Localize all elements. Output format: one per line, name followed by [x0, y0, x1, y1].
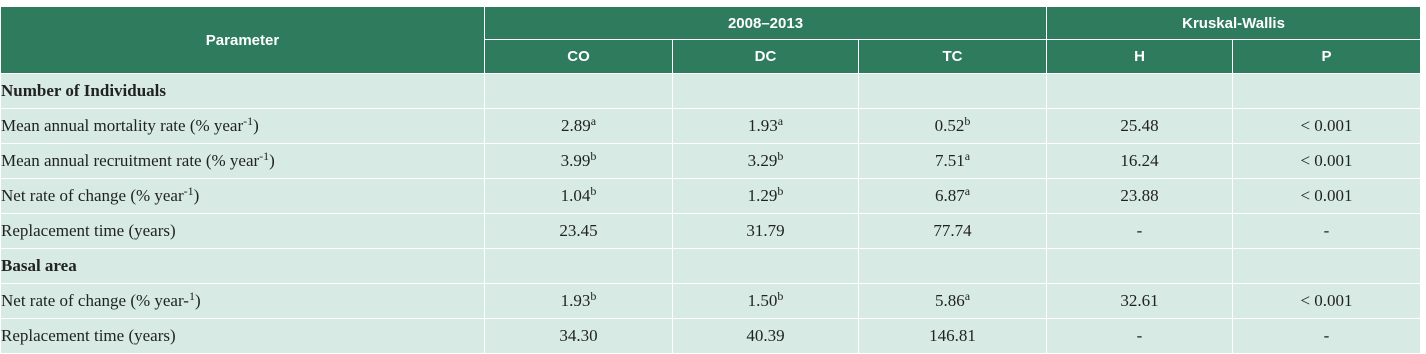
cell-co [485, 284, 673, 319]
cell-tc: 146.81 [859, 319, 1047, 354]
cell-p: < 0.001 [1233, 144, 1421, 179]
cell-letter: b [964, 114, 971, 128]
header-tc: TC [859, 40, 1047, 74]
header-row-top [1, 7, 1421, 40]
empty-cell [485, 249, 673, 284]
header-parameter: Parameter [1, 7, 485, 74]
cell-co [485, 109, 673, 144]
cell-value: 1.93 [747, 116, 778, 135]
empty-cell [673, 249, 859, 284]
row-label: Replacement time (years) [1, 319, 485, 354]
cell-letter: b [777, 289, 784, 303]
cell-tc [859, 179, 1047, 214]
table-row-net-basal [1, 284, 1421, 319]
cell-dc [673, 179, 859, 214]
row-label-text: Mean annual mortality rate (% year [1, 116, 244, 135]
cell-value: 1.93 [560, 291, 591, 310]
empty-cell [1047, 74, 1233, 109]
empty-cell [859, 249, 1047, 284]
cell-letter: a [964, 184, 971, 198]
row-label [1, 109, 485, 144]
cell-value: 5.86 [934, 291, 965, 310]
cell-dc: 40.39 [673, 319, 859, 354]
cell-p: < 0.001 [1233, 179, 1421, 214]
cell-co: 34.30 [485, 319, 673, 354]
cell-value: 0.52 [934, 116, 965, 135]
cell-co [485, 179, 673, 214]
cell-letter: a [964, 289, 971, 303]
cell-letter: a [590, 114, 597, 128]
cell-letter: b [590, 184, 597, 198]
row-label-end: ) [194, 291, 201, 310]
results-table [0, 6, 1421, 354]
cell-p: < 0.001 [1233, 284, 1421, 319]
row-label-sup: -1 [183, 184, 194, 198]
cell-dc [673, 109, 859, 144]
cell-tc [859, 109, 1047, 144]
section-label-basal: Basal area [1, 249, 485, 284]
cell-dc: 31.79 [673, 214, 859, 249]
empty-cell [1233, 249, 1421, 284]
header-dc: DC [673, 40, 859, 74]
header-p: P [1233, 40, 1421, 74]
cell-p: < 0.001 [1233, 109, 1421, 144]
cell-p: - [1233, 214, 1421, 249]
table-row-recruitment [1, 144, 1421, 179]
cell-h: - [1047, 319, 1233, 354]
cell-letter: b [777, 149, 784, 163]
empty-cell [485, 74, 673, 109]
header-kruskal-wallis: Kruskal-Wallis [1047, 7, 1421, 40]
row-label-sup: -1 [243, 114, 254, 128]
row-label-text: Net rate of change (% year [1, 186, 184, 205]
empty-cell [1047, 249, 1233, 284]
table-row-replacement-basal [1, 319, 1421, 354]
cell-dc [673, 144, 859, 179]
cell-co [485, 144, 673, 179]
cell-value: 1.50 [747, 291, 778, 310]
cell-letter: b [777, 184, 784, 198]
cell-value: 3.99 [560, 151, 591, 170]
cell-p: - [1233, 319, 1421, 354]
cell-letter: a [964, 149, 971, 163]
table-row-mortality [1, 109, 1421, 144]
row-label-sup: -1 [259, 149, 270, 163]
row-label-text: Net rate of change (% year- [1, 291, 189, 310]
section-row-individuals [1, 74, 1421, 109]
cell-letter: b [590, 149, 597, 163]
row-label [1, 284, 485, 319]
header-h: H [1047, 40, 1233, 74]
cell-value: 1.04 [560, 186, 591, 205]
empty-cell [859, 74, 1047, 109]
row-label [1, 144, 485, 179]
cell-value: 1.29 [747, 186, 778, 205]
row-label-sup: 1 [188, 289, 195, 303]
cell-value: 7.51 [934, 151, 965, 170]
header-period: 2008–2013 [485, 7, 1047, 40]
header-co: CO [485, 40, 673, 74]
row-label [1, 179, 485, 214]
cell-h: 16.24 [1047, 144, 1233, 179]
cell-h: 23.88 [1047, 179, 1233, 214]
section-label-individuals: Number of Individuals [1, 74, 485, 109]
empty-cell [1233, 74, 1421, 109]
row-label: Replacement time (years) [1, 214, 485, 249]
row-label-end: ) [193, 186, 200, 205]
cell-value: 2.89 [560, 116, 591, 135]
cell-value: 6.87 [934, 186, 965, 205]
cell-dc [673, 284, 859, 319]
row-label-end: ) [269, 151, 275, 170]
cell-h: 25.48 [1047, 109, 1233, 144]
section-row-basal [1, 249, 1421, 284]
cell-tc [859, 144, 1047, 179]
cell-h: 32.61 [1047, 284, 1233, 319]
cell-letter: a [777, 114, 784, 128]
cell-tc: 77.74 [859, 214, 1047, 249]
cell-co: 23.45 [485, 214, 673, 249]
table-row-replacement-individuals [1, 214, 1421, 249]
cell-h: - [1047, 214, 1233, 249]
table-row-net-individuals [1, 179, 1421, 214]
cell-tc [859, 284, 1047, 319]
cell-letter: b [590, 289, 597, 303]
row-label-text: Mean annual recruitment rate (% year [1, 151, 260, 170]
cell-value: 3.29 [747, 151, 778, 170]
empty-cell [673, 74, 859, 109]
row-label-end: ) [253, 116, 259, 135]
